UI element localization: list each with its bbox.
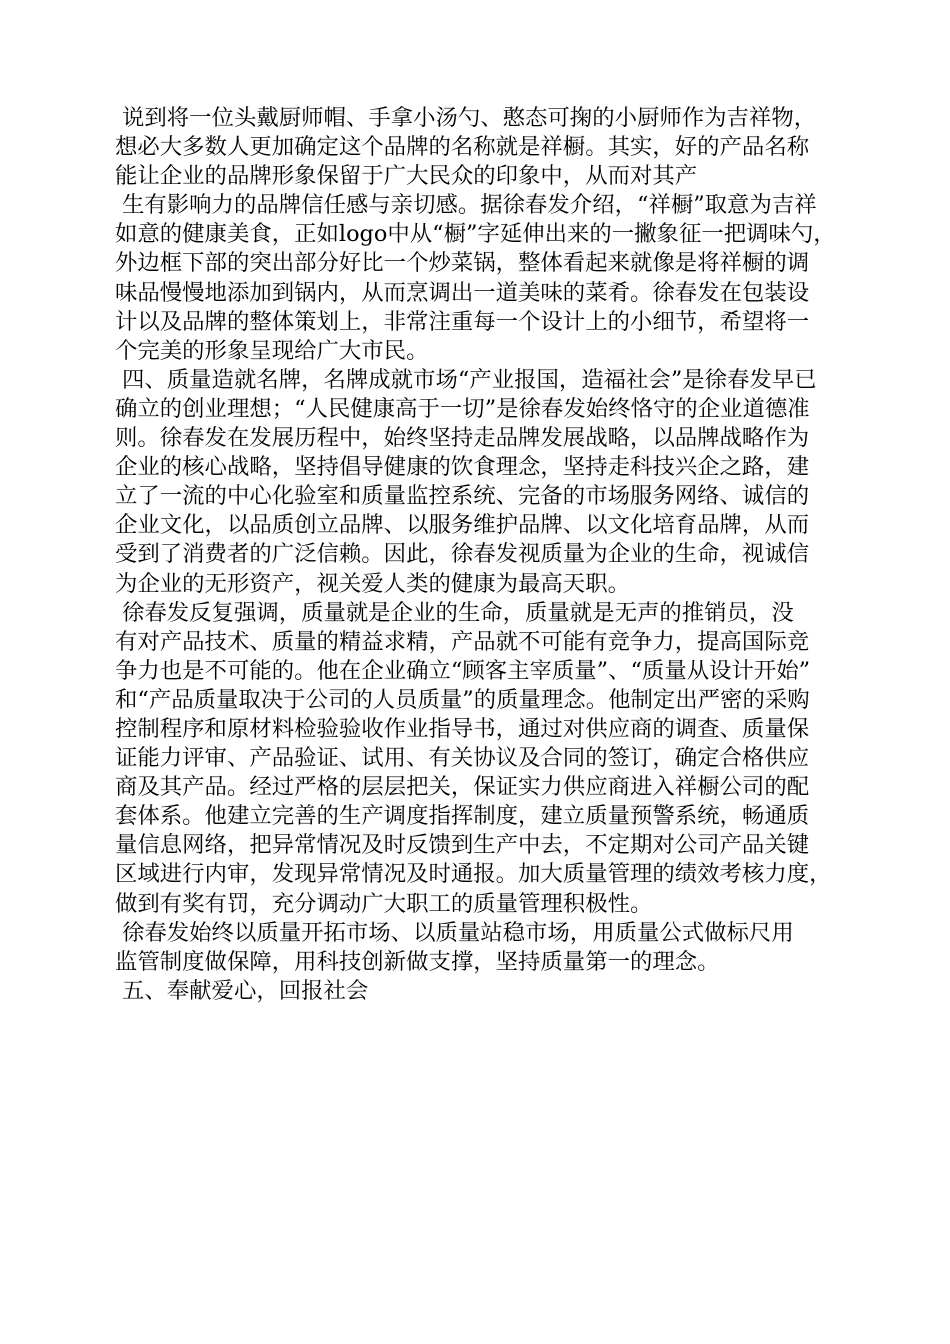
text-line: 计以及品牌的整体策划上，非常注重每一个设计上的小细节，希望将一 (115, 308, 810, 335)
text-line: 如意的健康美食，正如logo中从“橱”字延伸出来的一撇象征一把调味勺， (115, 221, 836, 248)
text-line: 做到有奖有罚，充分调动广大职工的质量管理积极性。 (115, 890, 653, 917)
text-line: 能让企业的品牌形象保留于广大民众的印象中，从而对其产 (115, 163, 698, 190)
text-line: 味品慢慢地添加到锅内，从而烹调出一道美味的菜肴。徐春发在包装设 (115, 279, 810, 306)
text-line: 企业的核心战略，坚持倡导健康的饮食理念，坚持走科技兴企之路，建 (115, 454, 810, 481)
text-line: 量信息网络，把异常情况及时反馈到生产中去，不定期对公司产品关键 (115, 832, 810, 859)
text-line: 证能力评审、产品验证、试用、有关协议及合同的签订，确定合格供应 (115, 745, 810, 772)
text-line: 套体系。他建立完善的生产调度指挥制度，建立质量预警系统，畅通质 (115, 803, 810, 830)
text-line: 五、奉献爱心，回报社会 (122, 977, 369, 1004)
text-line: 则。徐春发在发展历程中，始终坚持走品牌发展战略，以品牌战略作为 (115, 425, 810, 452)
text-line: 确立的创业理想；“人民健康高于一切”是徐春发始终恪守的企业道德准 (115, 395, 810, 422)
text-line: 生有影响力的品牌信任感与亲切感。据徐春发介绍，“祥橱”取意为吉祥 (122, 192, 817, 219)
body-text (115, 104, 855, 1006)
text-line: 徐春发始终以质量开拓市场、以质量站稳市场，用质量公式做标尺用 (122, 919, 794, 946)
text-line: 争力也是不可能的。他在企业确立“顾客主宰质量”、“质量从设计开始” (115, 657, 811, 684)
text-line: 个完美的形象呈现给广大市民。 (115, 337, 429, 364)
text-line: 为企业的无形资产，视关爱人类的健康为最高天职。 (115, 570, 630, 597)
text-line: 企业文化，以品质创立品牌、以服务维护品牌、以文化培育品牌，从而 (115, 512, 810, 539)
text-line: 控制程序和原材料检验验收作业指导书，通过对供应商的调查、质量保 (115, 715, 810, 742)
text-line: 想必大多数人更加确定这个品牌的名称就是祥橱。其实，好的产品名称 (115, 134, 810, 161)
text-line: 有对产品技术、质量的精益求精，产品就不可能有竞争力，提高国际竞 (115, 628, 810, 655)
text-line: 四、质量造就名牌，名牌成就市场“产业报国，造福社会”是徐春发早已 (122, 366, 817, 393)
text-line: 说到将一位头戴厨师帽、手拿小汤勺、憨态可掬的小厨师作为吉祥物， (122, 105, 817, 131)
text-line: 区域进行内审，发现异常情况及时通报。加大质量管理的绩效考核力度， (115, 861, 832, 888)
text-line: 受到了消费者的广泛信赖。因此，徐春发视质量为企业的生命，视诚信 (115, 541, 810, 568)
text-line: 和“产品质量取决于公司的人员质量”的质量理念。他制定出严密的采购 (115, 686, 810, 713)
text-line: 监管制度做保障，用科技创新做支撑，坚持质量第一的理念。 (115, 948, 720, 975)
text-line: 徐春发反复强调，质量就是企业的生命，质量就是无声的推销员，没 (122, 599, 794, 626)
text-line: 外边框下部的突出部分好比一个炒菜锅，整体看起来就像是将祥橱的调 (115, 250, 810, 277)
text-line: 商及其产品。经过严格的层层把关，保证实力供应商进入祥橱公司的配 (115, 774, 810, 801)
text-line: 立了一流的中心化验室和质量监控系统、完备的市场服务网络、诚信的 (115, 483, 810, 510)
